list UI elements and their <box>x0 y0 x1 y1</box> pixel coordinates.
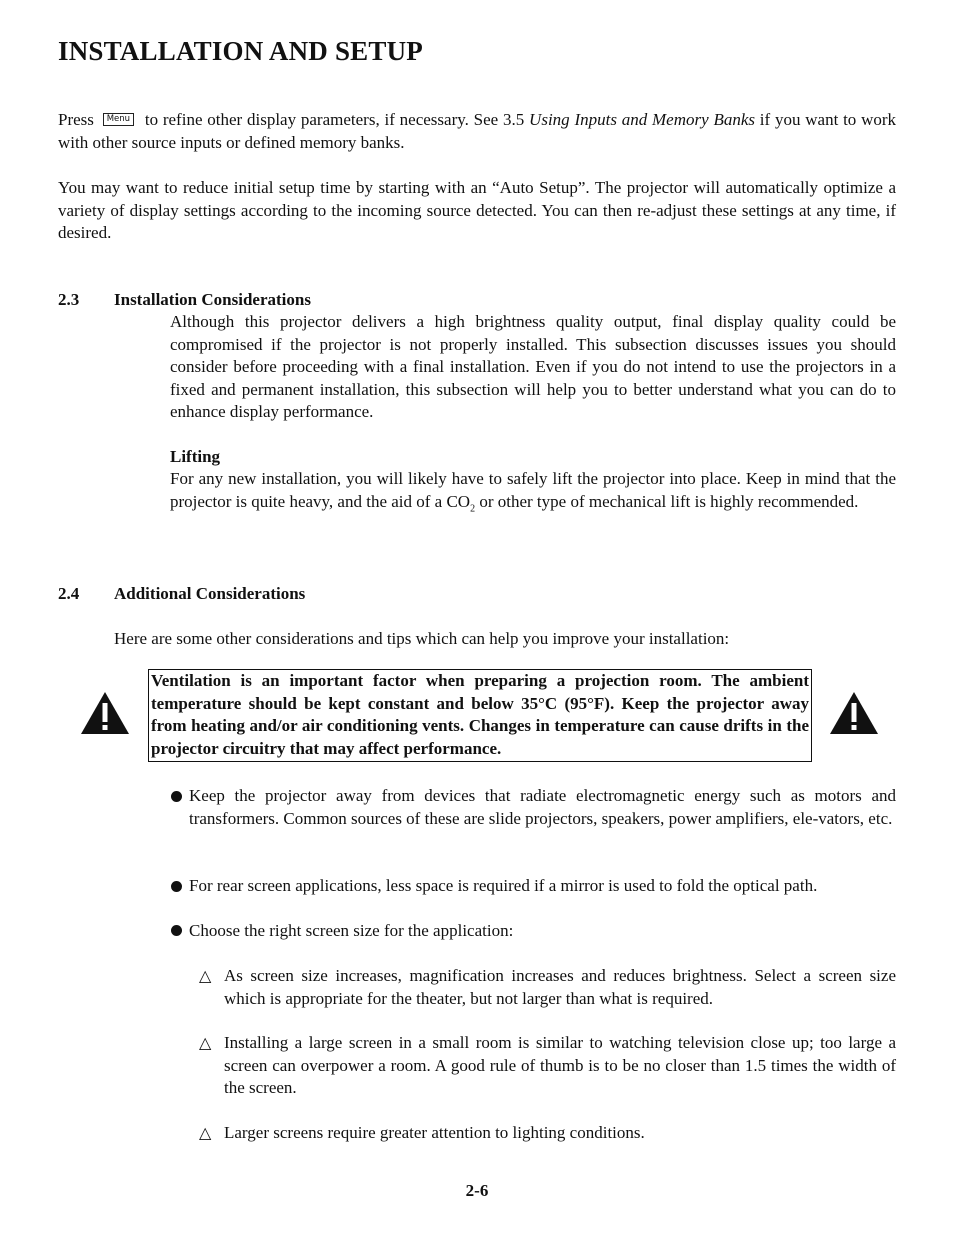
intro-press-text: Press <box>58 110 94 129</box>
bullet-item: For rear screen applications, less space is required if a mirror is used to fold the optical path. <box>189 876 818 895</box>
page-number: 2-6 <box>465 1181 489 1200</box>
bullet-dot-icon <box>171 791 182 802</box>
sub-list-item: Larger screens require greater attention to lighting conditions. <box>224 1123 645 1142</box>
bullet-dot-icon <box>171 881 182 892</box>
section-2-3-title: Installation Considerations <box>114 290 311 309</box>
section-2-3-body: Although this projector delivers a high brightness quality output, final display quality could be compromised if the projector is not properly installed. This subsection discusses issues you should consider before proceeding with a final installation. Even if you do not intend to use the projectors in a fixed and permanent installation, this subsection will help you to better understand what you can do to enhance display performance. <box>170 312 896 421</box>
section-2-4-title: Additional Considerations <box>114 584 306 603</box>
co2-subscript: 2 <box>470 502 476 514</box>
lifting-body <box>170 468 896 513</box>
triangle-marker-icon: △ <box>199 1123 212 1142</box>
section-2-4-intro: Here are some other considerations and tips which can help you improve your installation: <box>114 629 730 648</box>
intro-reference-italic: Using Inputs and Memory Banks <box>529 110 755 129</box>
ventilation-warning-box: Ventilation is an important factor when preparing a projection room. The ambient temperature should be kept constant and below 35°C (95°F). Keep the projector away from heating and/or air conditioning vents. Changes in temperature can cause drifts in the projector circuitry that may affect performance. <box>148 669 812 762</box>
sub-list-item: Installing a large screen in a small room is similar to watching television close up; too large a screen can overpower a room. A good rule of thumb is to be no closer than 1.5 times the width of the screen. <box>224 1033 896 1097</box>
bullet-item: Choose the right screen size for the application: <box>189 921 514 940</box>
triangle-marker-icon: △ <box>199 966 212 985</box>
intro-mid-text: to refine other display parameters, if necessary. See 3.5 <box>144 110 525 129</box>
lifting-heading: Lifting <box>170 447 221 466</box>
lifting-text-after: or other type of mechanical lift is highly recommended. <box>475 491 859 511</box>
bullet-item: Keep the projector away from devices that radiate electromagnetic energy such as motors and transformers. Common sources of these are slide projectors, speakers, power amplifiers, ele-vators, etc. <box>189 786 896 828</box>
triangle-marker-icon: △ <box>199 1033 212 1052</box>
warning-icon-left <box>80 691 130 735</box>
menu-key-icon: Menu <box>103 113 134 126</box>
warning-icon-right <box>829 691 879 735</box>
section-2-3-number: 2.3 <box>58 290 80 309</box>
intro-paragraph-1 <box>58 109 896 154</box>
page-title: INSTALLATION AND SETUP <box>58 36 423 66</box>
bullet-dot-icon <box>171 925 182 936</box>
lifting-text-before: For any new installation, you will likely have to safely lift the projector into place. Keep in mind that the projector is quite heavy, and the aid of a CO <box>170 469 896 511</box>
sub-list-item: As screen size increases, magnification increases and reduces brightness. Select a screen size which is appropriate for the theater, but not larger than what is required. <box>224 966 896 1008</box>
intro-paragraph-2: You may want to reduce initial setup time by starting with an “Auto Setup”. The projector will automatically optimize a variety of display settings according to the incoming source detected. You can then re-adjust these settings at any time, if desired. <box>58 178 896 242</box>
intro-after-text: if you want to work with other source inputs or defined memory banks. <box>58 110 897 152</box>
section-2-4-number: 2.4 <box>58 584 80 603</box>
